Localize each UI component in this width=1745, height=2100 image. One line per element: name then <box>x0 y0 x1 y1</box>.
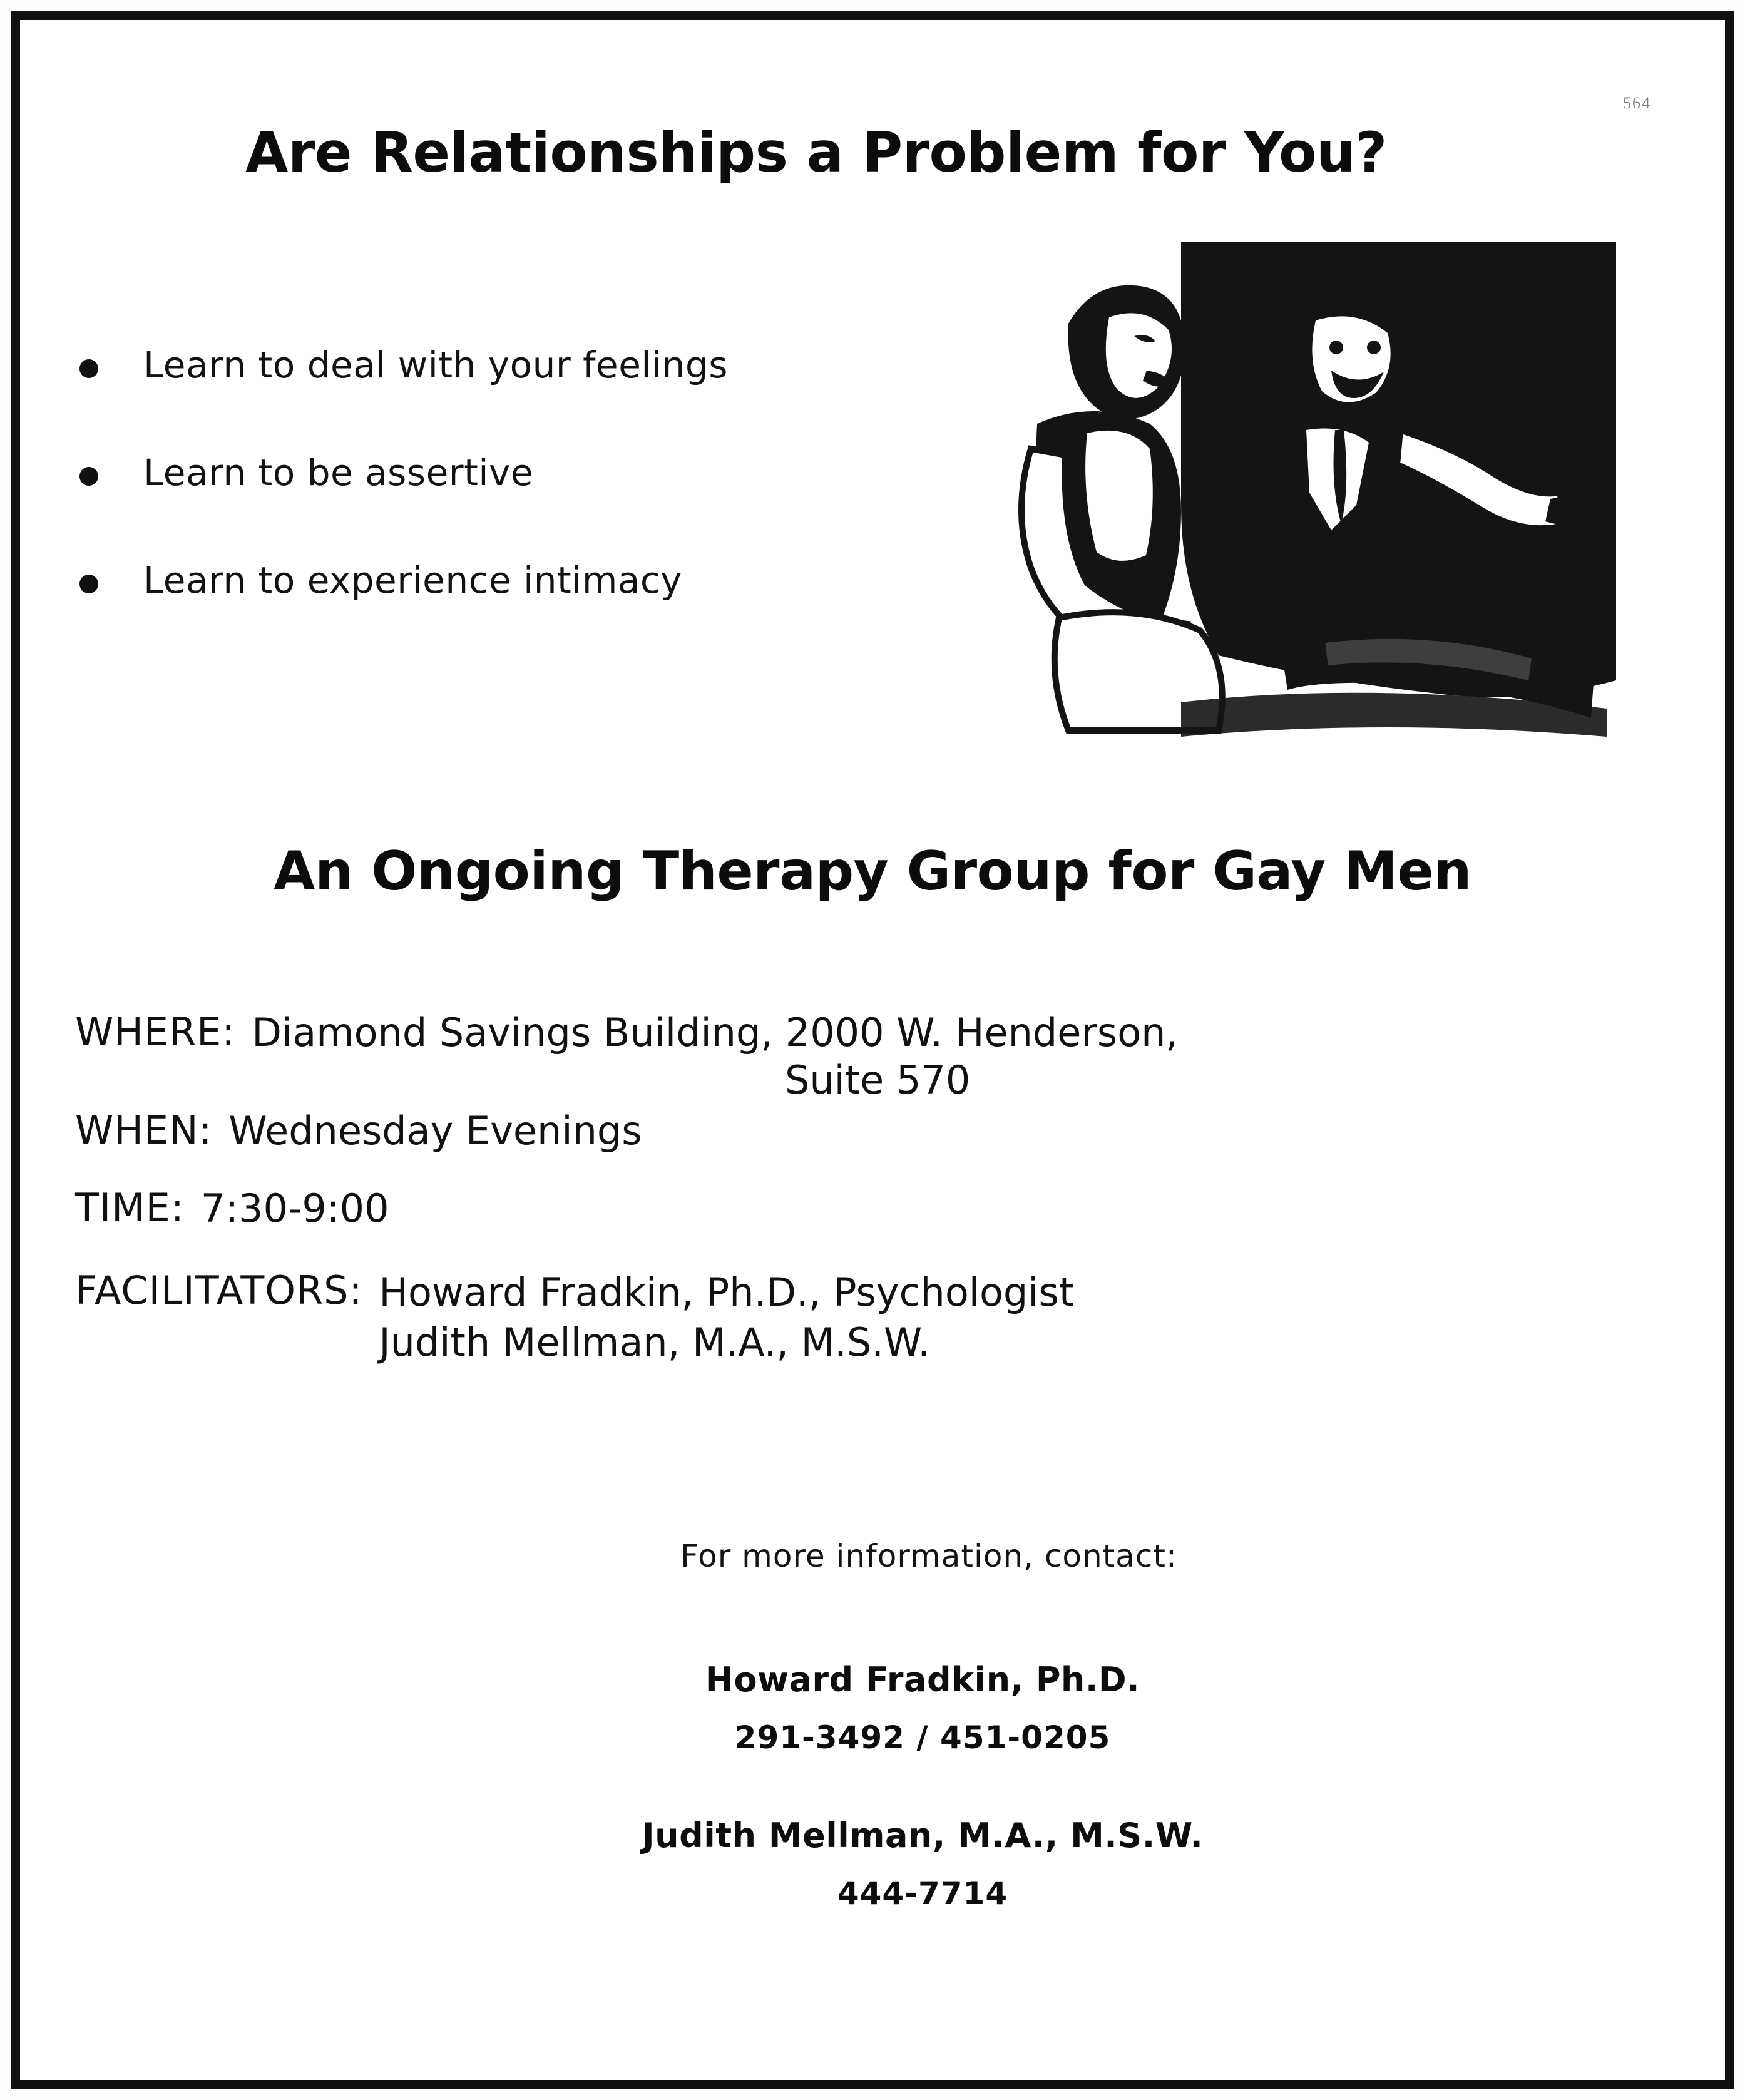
contact-phone: 444-7714 <box>837 1875 1008 1912</box>
where-value-line2: Suite 570 <box>785 1057 971 1103</box>
facilitator-2: Judith Mellman, M.A., M.S.W. <box>379 1319 930 1366</box>
contact-name: Howard Fradkin, Ph.D. <box>705 1660 1140 1699</box>
benefits-list <box>79 346 968 668</box>
bullet-icon <box>79 359 98 378</box>
facilitators-label: FACILITATORS: <box>75 1267 363 1313</box>
flyer-body <box>11 11 1734 2089</box>
detail-row-when <box>75 1107 1665 1155</box>
bullet-icon <box>79 575 98 593</box>
facilitators-value <box>379 1268 1074 1368</box>
contact-phone: 291-3492 / 451-0205 <box>734 1719 1111 1756</box>
contact-intro: For more information, contact: <box>680 1538 1177 1574</box>
section-title: An Ongoing Therapy Group for Gay Men <box>274 840 1471 903</box>
list-item-label: Learn to deal with your feelings <box>143 344 728 386</box>
where-value <box>252 1009 1178 1104</box>
list-item-label: Learn to experience intimacy <box>143 558 683 602</box>
two-men-sitting-illustration <box>993 242 1616 749</box>
list-item <box>79 346 968 386</box>
contact-list <box>20 1660 1725 1972</box>
contact-block <box>120 1816 1725 1912</box>
detail-row-time <box>75 1185 1665 1232</box>
event-details <box>75 1009 1665 1391</box>
time-label: TIME: <box>75 1184 185 1231</box>
list-item <box>79 558 968 602</box>
contact-name: Judith Mellman, M.A., M.S.W. <box>642 1816 1204 1855</box>
list-item <box>79 453 968 493</box>
facilitator-1: Howard Fradkin, Ph.D., Psychologist <box>379 1269 1075 1315</box>
list-item-label: Learn to be assertive <box>143 451 534 494</box>
page-title: Are Relationships a Problem for You? <box>245 120 1387 185</box>
bullet-icon <box>79 467 98 486</box>
detail-row-where <box>75 1009 1665 1104</box>
contact-block <box>120 1660 1725 1756</box>
when-value: Wednesday Evenings <box>228 1108 642 1154</box>
where-label: WHERE: <box>75 1009 236 1055</box>
time-value: 7:30-9:00 <box>200 1185 389 1231</box>
archive-code: 564 <box>1623 94 1651 112</box>
when-label: WHEN: <box>75 1107 213 1154</box>
where-value-line1: Diamond Savings Building, 2000 W. Henderson, <box>252 1010 1179 1055</box>
detail-row-facilitators <box>75 1268 1665 1368</box>
